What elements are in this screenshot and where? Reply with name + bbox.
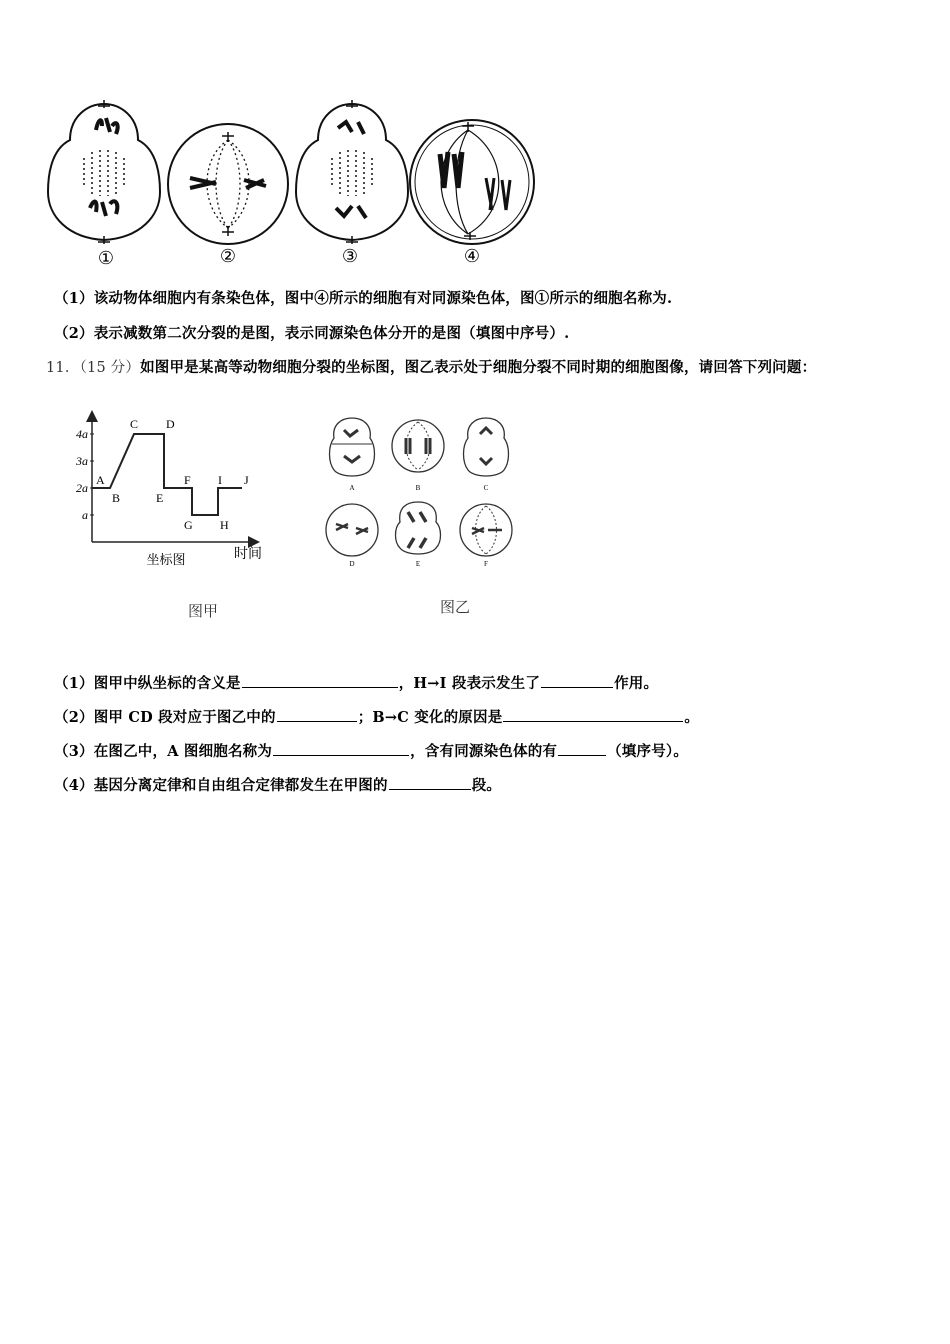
yi-label-a: A [349, 484, 355, 492]
q11-sub1-c: 作用。 [614, 675, 659, 692]
point-label-b: B [112, 491, 121, 505]
yi-label-b: B [415, 484, 421, 492]
q10-sub2-text: （2）表示减数第二次分裂的是图，表示同源染色体分开的是图（填图中序号）. [54, 325, 570, 342]
q11-sub3-a: （3）在图乙中，A 图细胞名称为 [54, 743, 273, 760]
q11-stem [46, 356, 816, 377]
answer-blank-7[interactable] [389, 776, 471, 790]
answer-blank-3[interactable] [277, 708, 357, 722]
point-label-f: F [184, 473, 191, 487]
point-label-a: A [96, 473, 105, 487]
cell-4-drawing [410, 120, 534, 244]
yi-cell-d [326, 504, 378, 556]
figure-jia-caption: 图甲 [188, 602, 219, 620]
cell-label-4: ④ [463, 246, 481, 266]
q11-sub2-c: 。 [684, 709, 700, 726]
point-label-j: J [244, 473, 249, 487]
cell-2-drawing [168, 124, 288, 244]
q11-sub2 [54, 706, 699, 727]
q11-sub1-a: （1）图甲中纵坐标的含义是 [54, 675, 241, 692]
point-label-h: H [220, 518, 229, 532]
q11-sub1 [54, 672, 658, 693]
inner-caption: 坐标图 [146, 552, 186, 567]
q11-sub4 [54, 774, 501, 795]
answer-blank-1[interactable] [242, 674, 398, 688]
q11-sub4-b: 段。 [471, 777, 502, 794]
yi-label-f: F [484, 560, 488, 568]
figure-yi-cells [322, 412, 522, 572]
q11-sub1-b: ，H→I 段表示发生了 [398, 675, 541, 692]
yi-label-e: E [415, 560, 421, 568]
y-tick-label: 4a [76, 427, 88, 441]
cell-3-drawing [296, 100, 408, 244]
q10-sub1-text: （1）该动物体细胞内有条染色体，图中④所示的细胞有对同源染色体，图①所示的细胞名称为. [54, 290, 673, 307]
answer-blank-2[interactable] [541, 674, 613, 688]
q11-sub3-b: ，含有同源染色体的有 [410, 743, 558, 760]
point-label-d: D [166, 417, 175, 431]
yi-cell-a [330, 418, 375, 476]
q10-sub1 [54, 287, 672, 308]
answer-blank-5[interactable] [273, 742, 409, 756]
figure-yi-caption: 图乙 [440, 598, 471, 616]
figure-jia-graph [66, 408, 266, 568]
yi-cell-e [396, 502, 441, 554]
q11-sub4-a: （4）基因分离定律和自由组合定律都发生在甲图的 [54, 777, 388, 794]
point-label-c: C [130, 417, 139, 431]
yi-cell-f [460, 504, 512, 556]
q11-sub3 [54, 740, 688, 761]
q11-sub2-a: （2）图甲 CD 段对应于图乙中的 [54, 709, 276, 726]
yi-label-d: D [349, 560, 355, 568]
cell-1-drawing [48, 100, 160, 244]
top-cell-figure [40, 98, 540, 270]
y-tick-label: 3a [76, 454, 88, 468]
answer-blank-6[interactable] [558, 742, 606, 756]
q11-number: 11． [46, 360, 80, 376]
x-axis-label: 时间 [234, 547, 262, 562]
point-label-g: G [184, 518, 193, 532]
point-label-i: I [218, 473, 222, 487]
cell-label-3: ③ [341, 246, 359, 266]
y-tick-label: 2a [76, 481, 88, 495]
answer-blank-4[interactable] [503, 708, 683, 722]
q10-sub2 [54, 322, 569, 343]
q11-sub2-b: ；B→C 变化的原因是 [357, 709, 503, 726]
point-label-e: E [156, 491, 164, 505]
q11-sub3-c: （填序号）。 [607, 743, 689, 760]
q11-stem-text: 如图甲是某高等动物细胞分裂的坐标图，图乙表示处于细胞分裂不同时期的细胞图像，请回答下列问题： [140, 359, 817, 376]
cell-label-2: ② [219, 246, 237, 266]
y-tick-label: a [82, 508, 88, 522]
yi-cell-c [464, 418, 509, 476]
yi-cell-b [392, 420, 444, 472]
cell-label-1: ① [97, 248, 115, 268]
q11-points: （15 分） [79, 360, 141, 376]
yi-label-c: C [483, 484, 489, 492]
